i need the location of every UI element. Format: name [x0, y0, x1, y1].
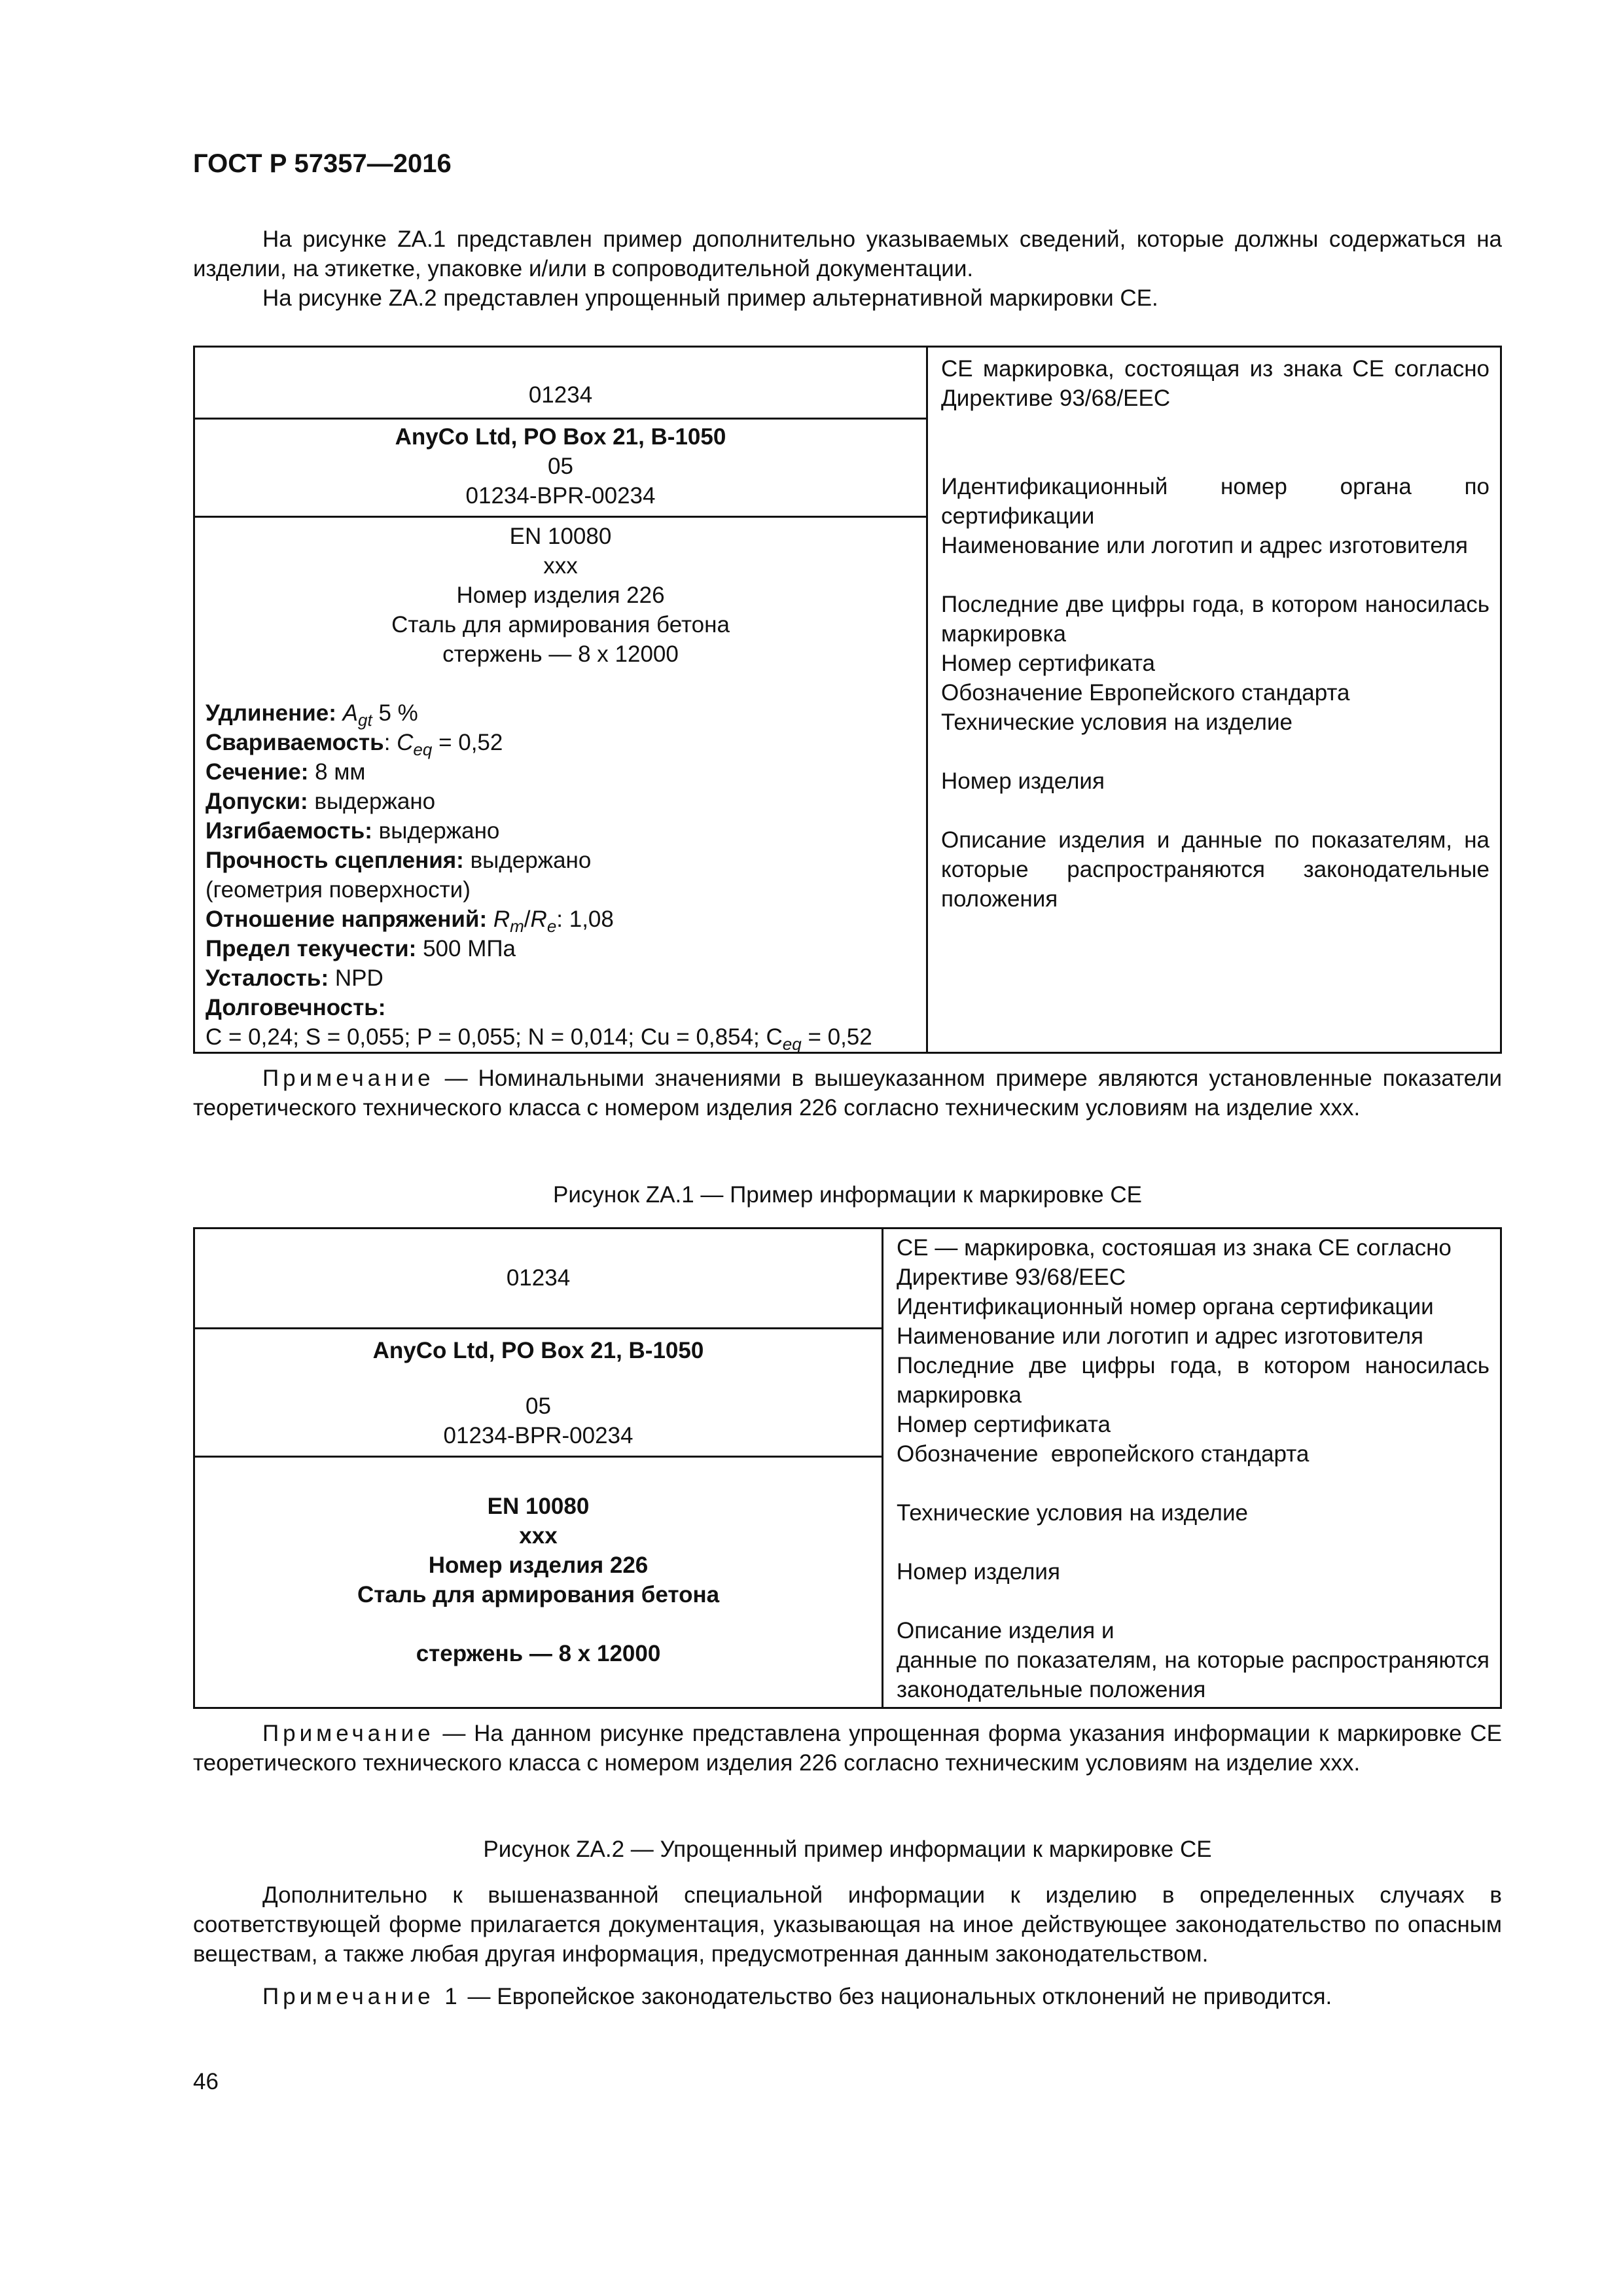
- prop-section: Сечение: 8 мм: [205, 759, 366, 785]
- desc-ce: CE маркировка, состоящая из знака CE согласно Директиве 93/68/EEC: [941, 356, 1489, 411]
- company-text-2: AnyCo Ltd, PO Box 21, B-1050: [372, 1338, 704, 1363]
- standard-text-2: EN 10080: [487, 1494, 590, 1519]
- note-1: Примечание — Номинальными значениями в вышеуказанном примере являются установленные показатели теоретического технического класса с номером изделия 226 согласно техническим условиям на изделие xxx.: [193, 1066, 1502, 1121]
- prop-bond-strength: Прочность сцепления: выдержано: [205, 848, 592, 873]
- prop-durability-label: Долговечность:: [205, 995, 386, 1020]
- product-text: Сталь для армирования бетона: [391, 612, 730, 637]
- prop-bond-note: (геометрия поверхности): [205, 877, 471, 903]
- cell-code: [195, 348, 926, 420]
- intro-paragraph-2: На рисунке ZA.2 представлен упрощенный пример альтернативной маркировки CE.: [262, 285, 1158, 311]
- cell-manufacturer-2: [195, 1329, 882, 1458]
- desc2-description-2: данные по показателям, на которые распространяются законодательные положения: [897, 1647, 1489, 1702]
- prop-bendability: Изгибаемость: выдержано: [205, 818, 500, 844]
- product-no-text: Номер изделия 226: [456, 583, 665, 608]
- caption-za2: Рисунок ZA.2 — Упрощенный пример информации к маркировке CE: [483, 1837, 1212, 1862]
- desc2-manufacturer: Наименование или логотип и адрес изготовителя: [897, 1323, 1423, 1349]
- product-no-text-2: Номер изделия 226: [428, 1552, 649, 1578]
- product-text-2: Сталь для армирования бетона: [357, 1582, 720, 1607]
- bar-text-2: стержень — 8 x 12000: [416, 1641, 661, 1666]
- standard-text: EN 10080: [509, 524, 612, 549]
- desc2-year: Последние две цифры года, в котором наносилась маркировка: [897, 1353, 1489, 1408]
- prop-yield: Предел текучести: 500 МПа: [205, 936, 516, 961]
- desc2-ce: CE — маркировка, состояшая из знака CE согласно Директиве 93/68/EEC: [897, 1235, 1452, 1290]
- desc-standard: Обозначение Европейского стандарта: [941, 680, 1350, 706]
- spec-text: xxx: [543, 553, 578, 579]
- desc-year: Последние две цифры года, в котором наносилась маркировка: [941, 592, 1489, 647]
- prop-stress-ratio: Отношение напряжений: $R_m/R_e$: 1,08: [205, 906, 614, 936]
- cert-text-2: 01234-BPR-00234: [443, 1423, 633, 1448]
- desc2-certificate: Номер сертификата: [897, 1412, 1111, 1437]
- caption-za1: Рисунок ZA.1 — Пример информации к маркировке CE: [553, 1182, 1142, 1208]
- desc2-notified-body: Идентификационный номер органа сертификации: [897, 1294, 1434, 1319]
- spec-text-2: xxx: [519, 1523, 558, 1549]
- desc-spec: Технические условия на изделие: [941, 709, 1293, 735]
- cell-product: [195, 518, 926, 1052]
- desc2-product-no: Номер изделия: [897, 1559, 1060, 1585]
- company-text: AnyCo Ltd, PO Box 21, B-1050: [395, 424, 726, 450]
- figure-za2-box: [193, 1227, 1502, 1709]
- figure-za1-left-column: [195, 348, 928, 1052]
- cert-text: 01234-BPR-00234: [465, 483, 656, 509]
- cell-product-2: [195, 1458, 882, 1707]
- figure-za2-left-column: [195, 1229, 883, 1707]
- cell-code-2: [195, 1229, 882, 1329]
- page-number: 46: [193, 2069, 219, 2094]
- prop-durability-values: C = 0,24; S = 0,055; P = 0,055; N = 0,014; Cu = 0,854; $C_{eq} = 0,52$: [205, 1024, 872, 1054]
- desc2-spec: Технические условия на изделие: [897, 1500, 1248, 1526]
- desc-product-no: Номер изделия: [941, 768, 1105, 794]
- code-text-2: 01234: [506, 1265, 571, 1291]
- properties-list: [195, 698, 926, 1052]
- desc2-standard: Обозначение европейского стандарта: [897, 1441, 1310, 1467]
- prop-tolerances: Допуски: выдержано: [205, 789, 436, 814]
- year-text: 05: [548, 454, 573, 479]
- closing-paragraph: Дополнительно к вышеназванной специальной информации к изделию в определенных случаях в соответствующей форме прилагается документация, указывающая на иное действующее законодательство по опасным веществам, а также любая другая информация, предусмотренная данным законодательством.: [193, 1882, 1502, 1967]
- bar-text: стержень — 8 x 12000: [442, 641, 679, 667]
- code-text: 01234: [528, 382, 593, 408]
- desc2-description-1: Описание изделия и: [897, 1618, 1115, 1643]
- desc-description: Описание изделия и данные по показателям, на которые распространяются законодательные положения: [941, 827, 1489, 912]
- note-2: Примечание — На данном рисунке представлена упрощенная форма указания информации к маркировке CE теоретического технического класса с номером изделия 226 согласно техническим условиям на изделие xxx.: [193, 1721, 1502, 1776]
- note-3: Примечание 1 — Европейское законодательство без национальных отклонений не приводится.: [262, 1984, 1332, 2009]
- desc-manufacturer: Наименование или логотип и адрес изготовителя: [941, 533, 1468, 558]
- cell-manufacturer: [195, 420, 926, 518]
- year-text-2: 05: [526, 1393, 551, 1419]
- prop-fatigue: Усталость: NPD: [205, 965, 383, 991]
- desc-notified-body: Идентификационный номер органа по сертификации: [941, 474, 1489, 529]
- figure-za1-box: [193, 346, 1502, 1054]
- desc-certificate: Номер сертификата: [941, 651, 1155, 676]
- prop-elongation: Удлинение: $A_{gt}$ 5 %: [205, 700, 418, 730]
- intro-paragraph-1: На рисунке ZA.1 представлен пример дополнительно указываемых сведений, которые должны содержаться на изделии, на этикетке, упаковке и/или в сопроводительной документации.: [193, 226, 1502, 281]
- figure-za2-right-column: [883, 1229, 1500, 1707]
- prop-weldability: Свариваемость: $C_{eq} = 0,52$: [205, 730, 503, 759]
- document-header: ГОСТ Р 57357—2016: [193, 149, 452, 178]
- figure-za1-right-column: [928, 348, 1500, 1052]
